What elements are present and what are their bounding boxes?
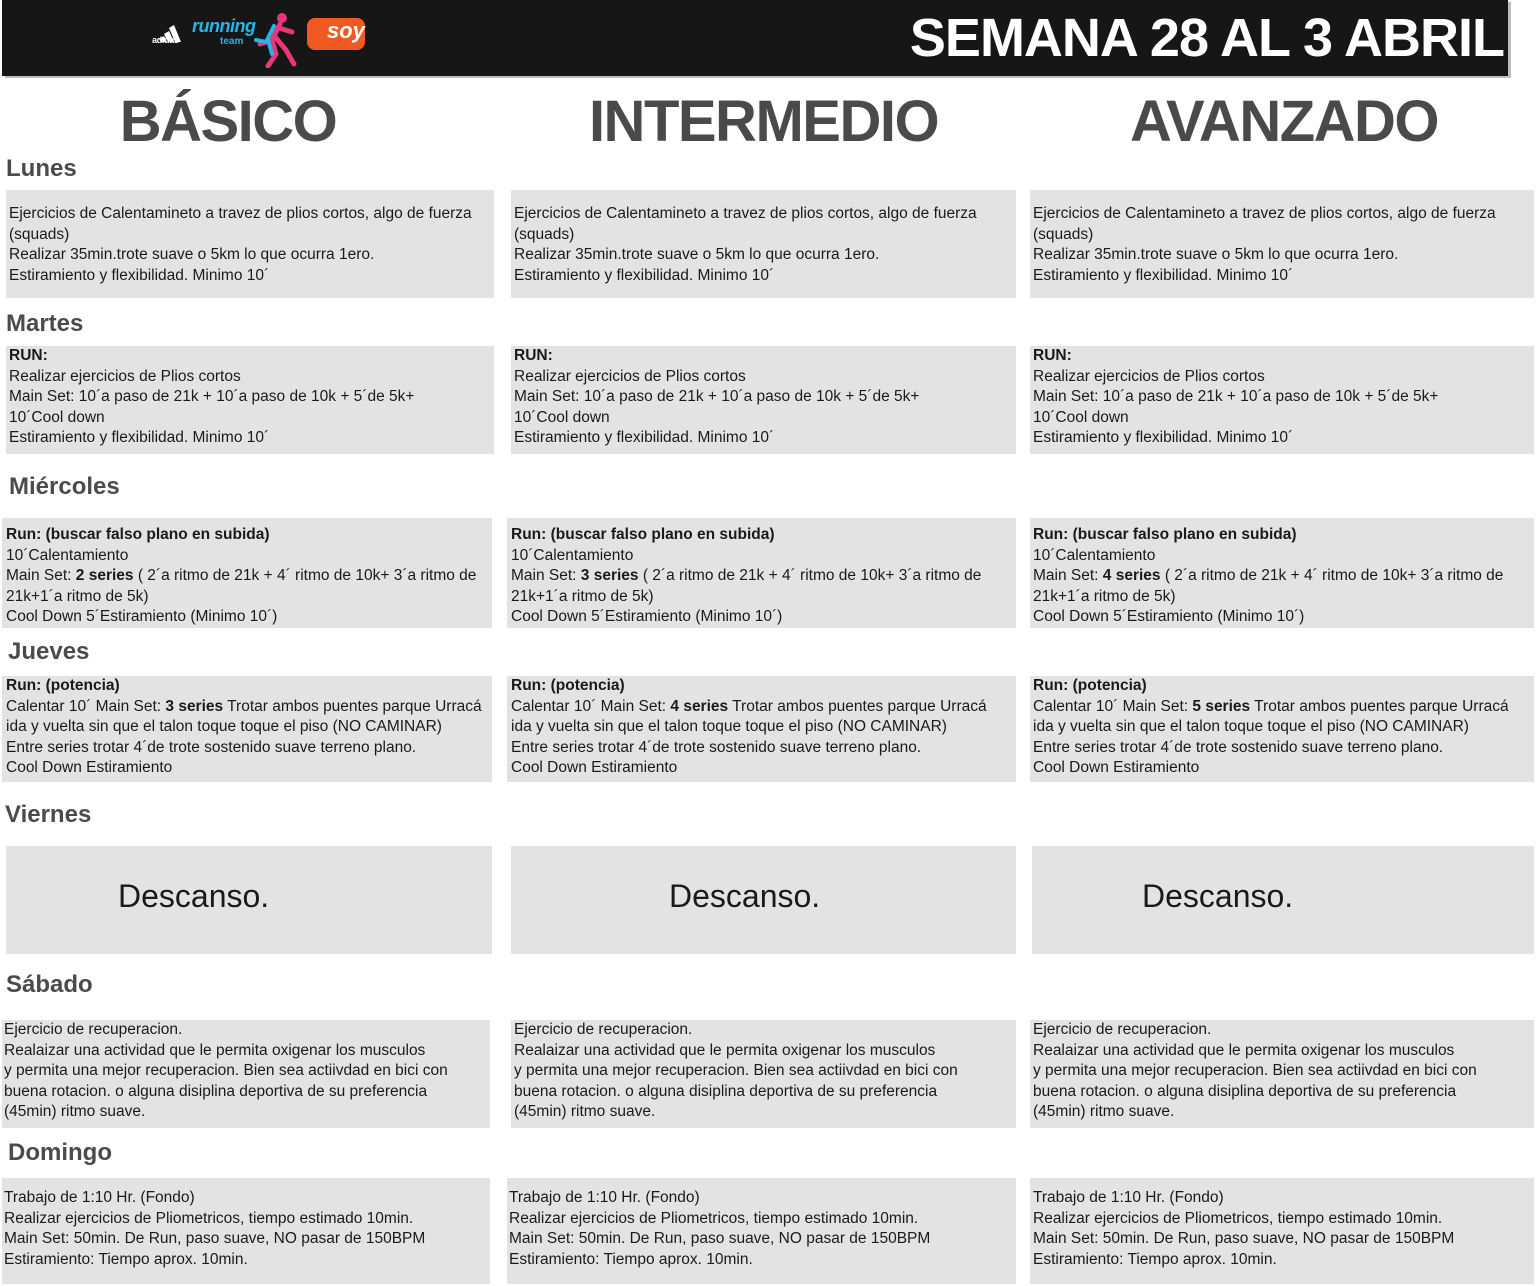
rest-cell-avanzado: Descanso. (1032, 846, 1534, 954)
cell-line: Main Set: 10´a paso de 21k + 10´a paso de 10k + 5´de 5k+ (9, 388, 415, 405)
day-label-viernes: Viernes (5, 801, 92, 828)
cell-line: Ejercicios de Calentamineto a travez de plios cortos, algo de fuerza (9, 205, 472, 222)
soy-wordmark: soy (327, 18, 365, 43)
cell-line: Cool Down Estiramiento (511, 759, 678, 776)
cell-line: Entre series trotar 4´de trote sostenido suave terreno plano. (6, 738, 417, 756)
cell-line: Estiramiento: Tiempo aprox. 10min. (509, 1250, 753, 1268)
series-count: 3 series (580, 567, 639, 584)
cell-line: y permita una mejor recuperacion. Bien sea actiivdad en bici con (514, 1062, 958, 1079)
plan-cell-domingo-basico (2, 1178, 490, 1284)
level-avanzado-heading: AVANZADO (1129, 89, 1439, 154)
cell-line: Estiramiento y flexibilidad. Minimo 10´ (1033, 429, 1294, 446)
main-set-detail: Trotar ambos puentes parque Urracá (1250, 697, 1509, 715)
cell-line: Trabajo de 1:10 Hr. (Fondo) (1033, 1189, 1224, 1206)
cell-line (1033, 346, 1531, 367)
cell-line (514, 346, 1013, 367)
series-count: 4 series (1102, 567, 1161, 584)
cell-line: (squads) (9, 225, 70, 243)
cell-line (6, 697, 489, 718)
main-set-prefix: Main Set: (511, 567, 581, 584)
run-heading: Run: (potencia) (1033, 677, 1147, 694)
run-label: RUN: (9, 347, 48, 364)
plan-cell-sabado-basico (2, 1020, 490, 1128)
cell-line: Entre series trotar 4´de trote sostenido suave terreno plano. (1033, 738, 1444, 756)
cell-line: Cool Down Estiramiento (1033, 759, 1200, 776)
cell-line: Estiramiento y flexibilidad. Minimo 10´ (514, 429, 775, 446)
run-label: RUN: (1033, 347, 1072, 364)
cell-line (6, 525, 489, 546)
cell-line: Entre series trotar 4´de trote sostenido suave terreno plano. (511, 738, 922, 756)
run-heading: Run: (buscar falso plano en subida) (511, 526, 775, 543)
main-set-detail: ( 2´a ritmo de 21k + 4´ ritmo de 10k+ 3´a ritmo de (133, 567, 477, 584)
run-heading: Run: (buscar falso plano en subida) (6, 526, 270, 543)
cell-line: Ejercicios de Calentamineto a travez de plios cortos, algo de fuerza (514, 205, 977, 222)
series-count: 3 series (165, 697, 224, 715)
main-set-detail: Trotar ambos puentes parque Urracá (223, 697, 482, 715)
cell-line: Realizar ejercicios de Plios cortos (514, 367, 746, 385)
cell-line: (45min) ritmo suave. (514, 1103, 656, 1120)
plan-cell-miercoles-avanzado (1030, 518, 1534, 628)
cell-line: Main Set: 50min. De Run, paso suave, NO pasar de 150BPM (4, 1230, 426, 1247)
cell-line: buena rotacion. o alguna disiplina deportiva de su preferencia (514, 1082, 938, 1100)
plan-cell-sabado-intermedio (511, 1020, 1016, 1128)
cell-line: Cool Down Estiramiento (6, 759, 173, 776)
main-set-detail: ( 2´a ritmo de 21k + 4´ ritmo de 10k+ 3´a ritmo de (638, 567, 982, 584)
cell-line: Realaizar una actividad que le permita oxigenar los musculos (514, 1041, 936, 1059)
cell-line: Estiramiento y flexibilidad. Minimo 10´ (1033, 266, 1294, 284)
running-wordmark: running (192, 16, 256, 36)
cell-line (1033, 525, 1531, 546)
cell-line: (squads) (1033, 225, 1094, 243)
series-count: 5 series (1192, 697, 1251, 715)
series-count: 4 series (670, 697, 729, 715)
cell-line: Cool Down 5´Estiramiento (Minimo 10´) (511, 608, 783, 625)
cell-line: (squads) (514, 225, 575, 243)
day-label-lunes: Lunes (6, 155, 77, 182)
series-count: 2 series (75, 567, 134, 584)
cell-line: Realizar 35min.trote suave o 5km lo que ocurra 1ero. (514, 246, 880, 263)
main-set-prefix: Calentar 10´ Main Set: (1033, 697, 1193, 715)
cell-line (1033, 676, 1531, 697)
cell-line: 10´Calentamiento (511, 546, 634, 564)
rest-cell-intermedio: Descanso. (511, 846, 1016, 954)
cell-line: (45min) ritmo suave. (1033, 1103, 1175, 1120)
cell-line: Realizar ejercicios de Pliometricos, tiempo estimado 10min. (1033, 1209, 1443, 1227)
cell-line (511, 676, 1013, 697)
cell-line: 10´Cool down (1033, 408, 1129, 426)
cell-line (1033, 697, 1531, 718)
cell-line: ida y vuelta sin que el talon toque toque el piso (NO CAMINAR) (1033, 718, 1469, 735)
cell-line: Ejercicio de recuperacion. (1033, 1021, 1212, 1038)
cell-line: Realizar ejercicios de Plios cortos (1033, 367, 1265, 385)
cell-line: ida y vuelta sin que el talon toque toque el piso (NO CAMINAR) (511, 718, 947, 735)
run-label: RUN: (514, 347, 553, 364)
cell-line (6, 676, 489, 697)
cell-line: Realizar 35min.trote suave o 5km lo que ocurra 1ero. (1033, 246, 1399, 263)
plan-cell-miercoles-basico (2, 518, 492, 628)
cell-line: 10´Calentamiento (1033, 546, 1156, 564)
plan-cell-lunes-intermedio (511, 190, 1016, 298)
day-label-miercoles: Miércoles (9, 473, 120, 500)
cell-line: Estiramiento y flexibilidad. Minimo 10´ (514, 266, 775, 284)
run-heading: Run: (potencia) (6, 677, 120, 694)
cell-line: Trabajo de 1:10 Hr. (Fondo) (509, 1189, 700, 1206)
week-title: SEMANA 28 AL 3 ABRIL (909, 8, 1504, 68)
day-label-domingo: Domingo (8, 1139, 112, 1166)
cell-line: Realizar ejercicios de Plios cortos (9, 367, 241, 385)
cell-line: Main Set: 50min. De Run, paso suave, NO pasar de 150BPM (509, 1230, 931, 1247)
cell-line (511, 525, 1013, 546)
main-set-detail: ( 2´a ritmo de 21k + 4´ ritmo de 10k+ 3´a ritmo de (1160, 567, 1504, 584)
cell-line: Realizar ejercicios de Pliometricos, tiempo estimado 10min. (509, 1209, 919, 1227)
run-heading: Run: (buscar falso plano en subida) (1033, 526, 1297, 543)
cell-line: Estiramiento: Tiempo aprox. 10min. (4, 1250, 248, 1268)
cell-line: Realizar ejercicios de Pliometricos, tiempo estimado 10min. (4, 1209, 414, 1227)
day-label-jueves: Jueves (8, 638, 90, 665)
main-set-prefix: Main Set: (1033, 567, 1103, 584)
adidas-wordmark: adidas (152, 35, 179, 45)
cell-line: (45min) ritmo suave. (4, 1103, 146, 1120)
header-bar (2, 0, 1508, 76)
cell-line: Main Set: 10´a paso de 21k + 10´a paso de 10k + 5´de 5k+ (514, 388, 920, 405)
cell-line: 21k+1´a ritmo de 5k) (1033, 587, 1176, 605)
cell-line (6, 566, 489, 587)
cell-line: Estiramiento y flexibilidad. Minimo 10´ (9, 266, 270, 284)
plan-cell-jueves-basico (2, 676, 492, 782)
cell-line (511, 697, 1013, 718)
level-intermedio-heading: INTERMEDIO (588, 89, 939, 154)
plan-cell-lunes-basico (6, 190, 494, 298)
plan-cell-jueves-avanzado (1030, 676, 1534, 782)
main-set-prefix: Calentar 10´ Main Set: (511, 697, 671, 715)
cell-line: Ejercicios de Calentamineto a travez de plios cortos, algo de fuerza (1033, 205, 1496, 222)
main-set-prefix: Main Set: (6, 567, 76, 584)
plan-cell-domingo-intermedio (507, 1178, 1016, 1284)
cell-line: Estiramiento: Tiempo aprox. 10min. (1033, 1250, 1277, 1268)
cell-line: Estiramiento y flexibilidad. Minimo 10´ (9, 429, 270, 446)
cell-line: Cool Down 5´Estiramiento (Minimo 10´) (1033, 608, 1305, 625)
plan-cell-domingo-avanzado (1030, 1178, 1534, 1284)
cell-line: Trabajo de 1:10 Hr. (Fondo) (4, 1189, 195, 1206)
cell-line: 10´Cool down (514, 408, 610, 426)
cell-line: Main Set: 50min. De Run, paso suave, NO pasar de 150BPM (1033, 1230, 1455, 1247)
team-wordmark: team (220, 36, 244, 47)
run-heading: Run: (potencia) (511, 677, 625, 694)
plan-cell-martes-intermedio (511, 346, 1016, 454)
cell-line: buena rotacion. o alguna disiplina deportiva de su preferencia (4, 1082, 428, 1100)
cell-line: Realaizar una actividad que le permita oxigenar los musculos (1033, 1041, 1455, 1059)
cell-line: Ejercicio de recuperacion. (514, 1021, 693, 1038)
main-set-prefix: Calentar 10´ Main Set: (6, 697, 166, 715)
cell-line: Realaizar una actividad que le permita oxigenar los musculos (4, 1041, 426, 1059)
plan-cell-sabado-avanzado (1030, 1020, 1534, 1128)
plan-cell-lunes-avanzado (1030, 190, 1534, 298)
day-label-sabado: Sábado (6, 971, 93, 998)
plan-cell-martes-avanzado (1030, 346, 1534, 454)
cell-line: y permita una mejor recuperacion. Bien sea actiivdad en bici con (1033, 1062, 1477, 1079)
cell-line: buena rotacion. o alguna disiplina deportiva de su preferencia (1033, 1082, 1457, 1100)
main-set-detail: Trotar ambos puentes parque Urracá (728, 697, 987, 715)
cell-line: 21k+1´a ritmo de 5k) (6, 587, 149, 605)
cell-line: Cool Down 5´Estiramiento (Minimo 10´) (6, 608, 278, 625)
cell-line (9, 346, 491, 367)
cell-line: Main Set: 10´a paso de 21k + 10´a paso de 10k + 5´de 5k+ (1033, 388, 1439, 405)
cell-line: y permita una mejor recuperacion. Bien sea actiivdad en bici con (4, 1062, 448, 1079)
plan-cell-martes-basico (6, 346, 494, 454)
cell-line (1033, 566, 1531, 587)
cell-line: 10´Cool down (9, 408, 105, 426)
rest-cell-basico: Descanso. (6, 846, 492, 954)
runner-figure-icon (252, 10, 300, 68)
plan-cell-miercoles-intermedio (507, 518, 1016, 628)
cell-line: Realizar 35min.trote suave o 5km lo que ocurra 1ero. (9, 246, 375, 263)
plan-cell-jueves-intermedio (507, 676, 1016, 782)
cell-line: Ejercicio de recuperacion. (4, 1021, 183, 1038)
cell-line (511, 566, 1013, 587)
cell-line: 21k+1´a ritmo de 5k) (511, 587, 654, 605)
cell-line: ida y vuelta sin que el talon toque toque el piso (NO CAMINAR) (6, 718, 442, 735)
level-basico-heading: BÁSICO (119, 89, 337, 154)
cell-line: 10´Calentamiento (6, 546, 129, 564)
day-label-martes: Martes (6, 310, 84, 337)
